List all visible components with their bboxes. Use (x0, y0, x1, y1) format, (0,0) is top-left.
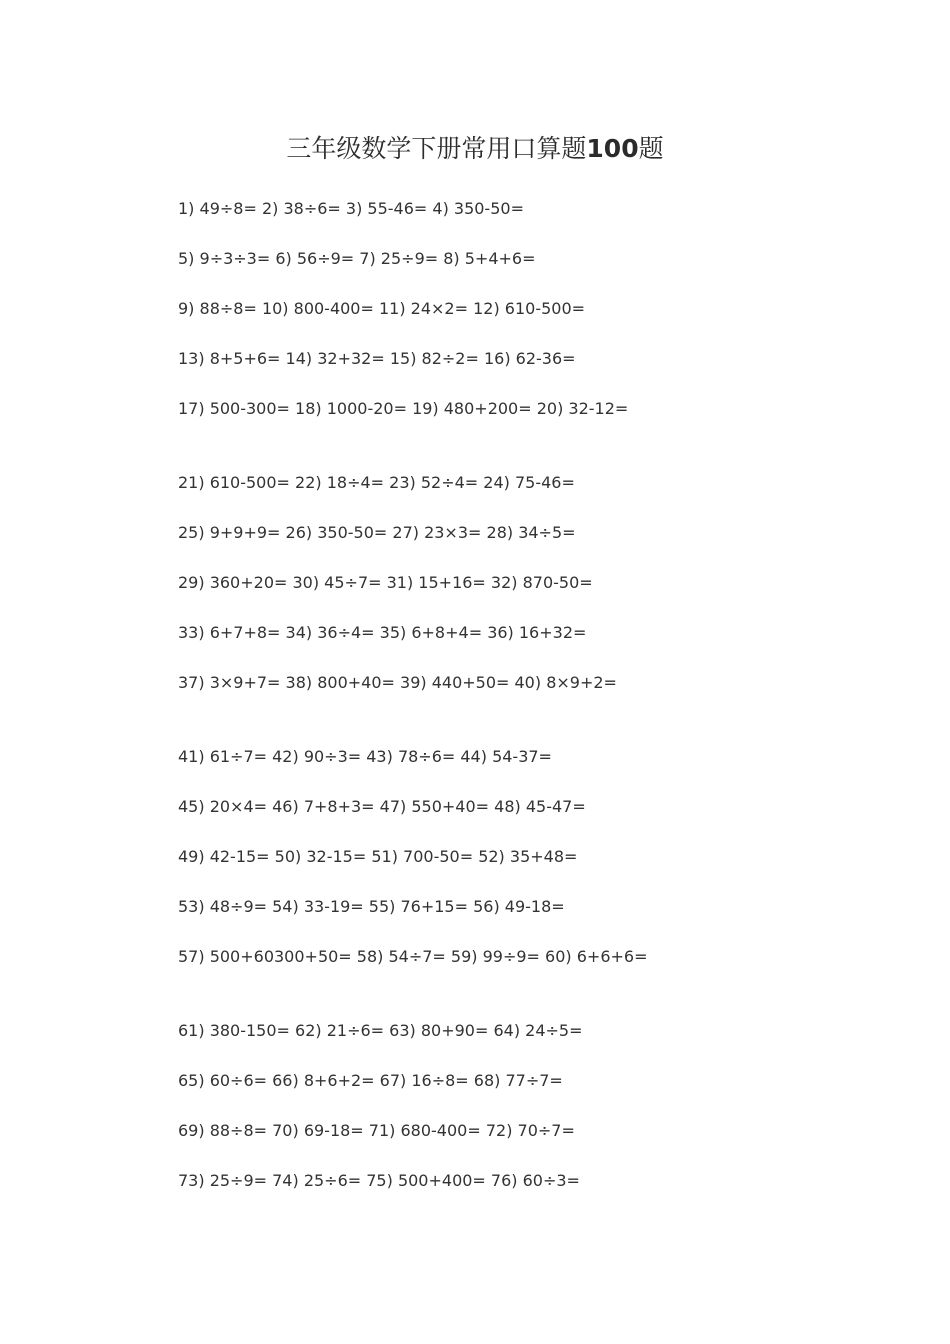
title-prefix: 三年级数学下册常用口算题 (286, 134, 587, 163)
problem-line-7: 25) 9+9+9= 26) 350-50= 27) 23×3= 28) 34÷5= (178, 523, 576, 542)
problem-line-19: 73) 25÷9= 74) 25÷6= 75) 500+400= 76) 60÷3= (178, 1171, 580, 1190)
problem-line-10: 37) 3×9+7= 38) 800+40= 39) 440+50= 40) 8×9+2= (178, 673, 617, 692)
page-title (0, 131, 950, 167)
title-suffix: 题 (638, 134, 664, 163)
problem-line-1: 1) 49÷8= 2) 38÷6= 3) 55-46= 4) 350-50= (178, 199, 524, 218)
problem-line-12: 45) 20×4= 46) 7+8+3= 47) 550+40= 48) 45-47= (178, 797, 586, 816)
problem-line-8: 29) 360+20= 30) 45÷7= 31) 15+16= 32) 870-50= (178, 573, 593, 592)
problem-line-17: 65) 60÷6= 66) 8+6+2= 67) 16÷8= 68) 77÷7= (178, 1071, 563, 1090)
problem-line-13: 49) 42-15= 50) 32-15= 51) 700-50= 52) 35+48= (178, 847, 578, 866)
problem-line-16: 61) 380-150= 62) 21÷6= 63) 80+90= 64) 24÷5= (178, 1021, 583, 1040)
problem-line-2: 5) 9÷3÷3= 6) 56÷9= 7) 25÷9= 8) 5+4+6= (178, 249, 536, 268)
problem-line-15: 57) 500+60300+50= 58) 54÷7= 59) 99÷9= 60) 6+6+6= (178, 947, 648, 966)
title-number: 100 (586, 134, 639, 163)
problem-line-14: 53) 48÷9= 54) 33-19= 55) 76+15= 56) 49-18= (178, 897, 565, 916)
problem-line-18: 69) 88÷8= 70) 69-18= 71) 680-400= 72) 70÷7= (178, 1121, 575, 1140)
problem-line-11: 41) 61÷7= 42) 90÷3= 43) 78÷6= 44) 54-37= (178, 747, 552, 766)
problem-line-3: 9) 88÷8= 10) 800-400= 11) 24×2= 12) 610-500= (178, 299, 586, 318)
problem-line-9: 33) 6+7+8= 34) 36÷4= 35) 6+8+4= 36) 16+32= (178, 623, 587, 642)
problem-line-5: 17) 500-300= 18) 1000-20= 19) 480+200= 20) 32-12= (178, 399, 629, 418)
problem-line-6: 21) 610-500= 22) 18÷4= 23) 52÷4= 24) 75-46= (178, 473, 575, 492)
problem-line-4: 13) 8+5+6= 14) 32+32= 15) 82÷2= 16) 62-36= (178, 349, 576, 368)
